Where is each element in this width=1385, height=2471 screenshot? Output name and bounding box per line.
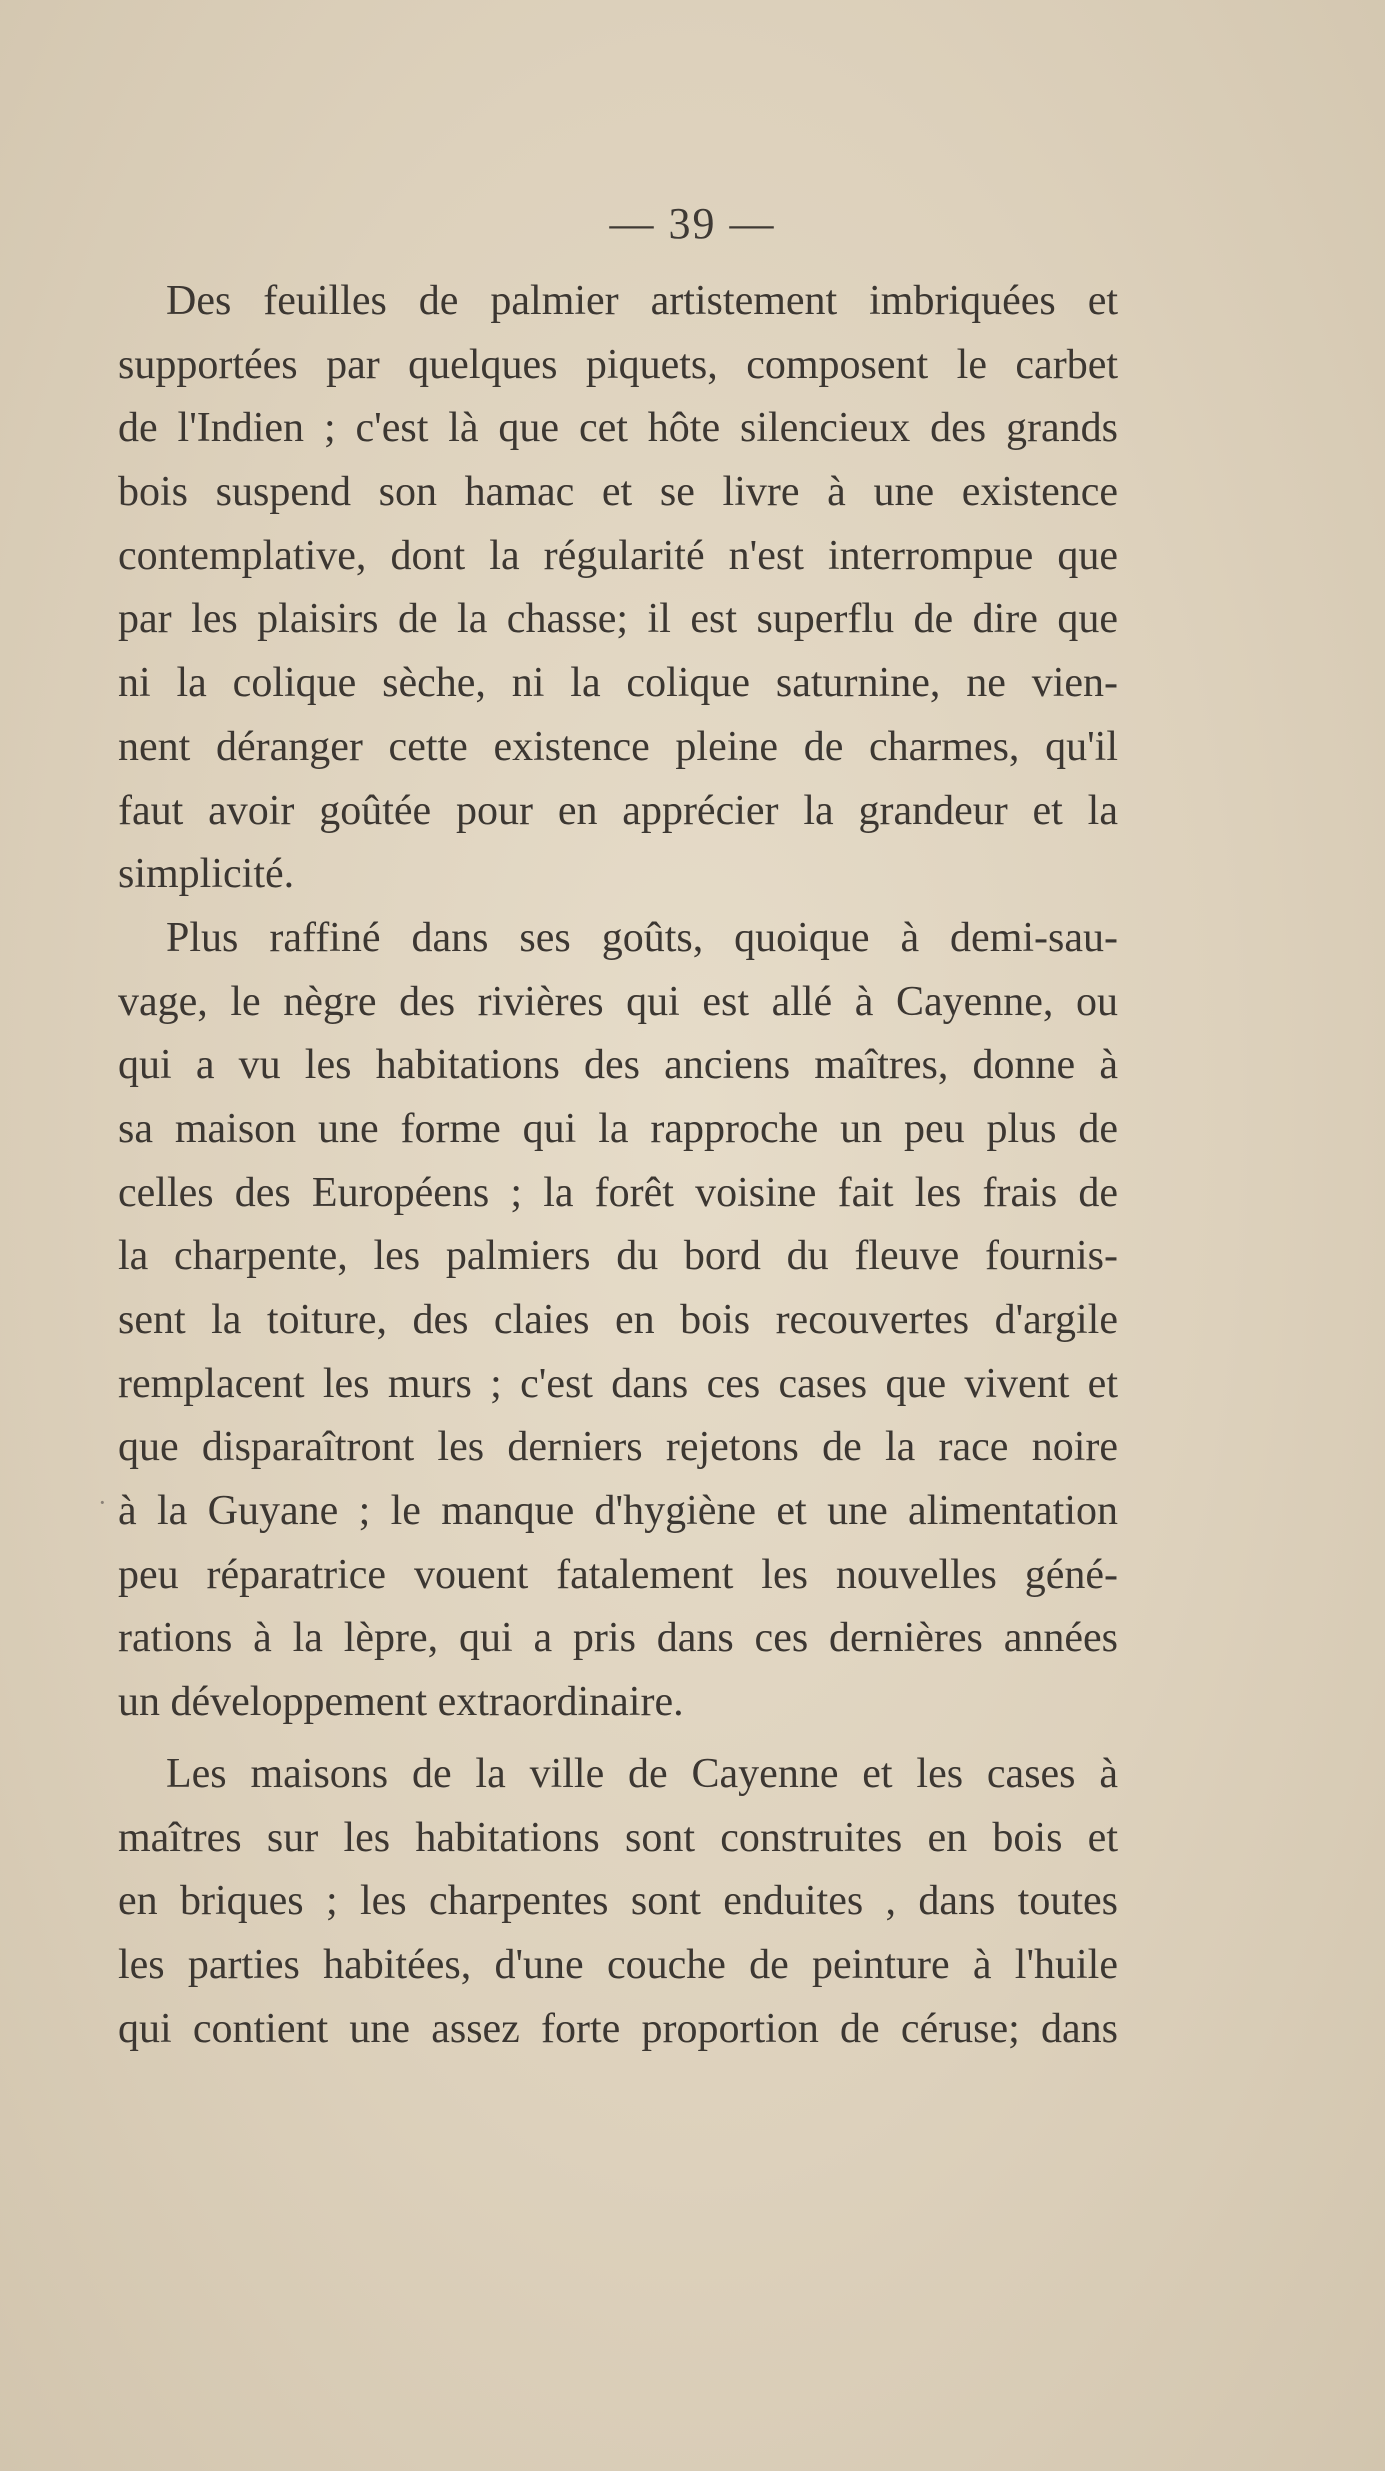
text-line: sa maison une forme qui la rapproche un peu plus de xyxy=(118,1105,1118,1152)
text-line: faut avoir goûtée pour en apprécier la grandeur et la xyxy=(118,787,1118,834)
text-line: celles des Européens ; la forêt voisine fait les frais de xyxy=(118,1169,1118,1216)
text-line: simplicité. xyxy=(118,851,295,898)
text-line: maîtres sur les habitations sont construites en bois et xyxy=(118,1814,1118,1861)
text-line: ni la colique sèche, ni la colique saturnine, ne vien- xyxy=(118,660,1118,707)
text-line: vage, le nègre des rivières qui est allé à Cayenne, ou xyxy=(118,978,1118,1025)
text-line: qui contient une assez forte proportion de céruse; dans xyxy=(118,2005,1118,2052)
text-line: la charpente, les palmiers du bord du fleuve fournis- xyxy=(118,1233,1118,1280)
text-line: peu réparatrice vouent fatalement les nouvelles géné- xyxy=(118,1551,1118,1598)
paragraph xyxy=(118,907,1118,1735)
text-line: Des feuilles de palmier artistement imbriquées et xyxy=(166,278,1118,324)
text-line: de l'Indien ; c'est là que cet hôte silencieux des grands xyxy=(118,405,1118,452)
paragraph xyxy=(118,1743,1118,2061)
text-line: un développement extraordinaire. xyxy=(118,1679,684,1726)
text-line: par les plaisirs de la chasse; il est superflu de dire que xyxy=(118,596,1118,643)
text-line: en briques ; les charpentes sont enduites , dans toutes xyxy=(118,1878,1118,1925)
text-line: remplacent les murs ; c'est dans ces cases que vivent et xyxy=(118,1360,1118,1407)
text-line: les parties habitées, d'une couche de peinture à l'huile xyxy=(118,1941,1118,1988)
text-line: bois suspend son hamac et se livre à une existence xyxy=(118,469,1118,516)
text-line: Plus raffiné dans ses goûts, quoique à demi-sau- xyxy=(166,914,1118,961)
text-line: qui a vu les habitations des anciens maîtres, donne à xyxy=(118,1042,1118,1089)
margin-mark: · xyxy=(98,1488,107,1517)
text-line: rations à la lèpre, qui a pris dans ces dernières années xyxy=(118,1615,1118,1662)
text-line: sent la toiture, des claies en bois recouvertes d'argile xyxy=(118,1297,1118,1343)
text-line: nent déranger cette existence pleine de charmes, qu'il xyxy=(118,723,1118,770)
text-line: contemplative, dont la régularité n'est interrompue que xyxy=(118,532,1118,579)
text-line: supportées par quelques piquets, composent le carbet xyxy=(118,341,1118,388)
text-block xyxy=(118,270,1118,2061)
text-line: à la Guyane ; le manque d'hygiène et une alimentation xyxy=(118,1488,1118,1535)
text-line: Les maisons de la ville de Cayenne et les cases à xyxy=(166,1750,1118,1797)
page-number: — 39 — xyxy=(609,199,776,248)
paragraph-gap xyxy=(118,1735,1118,1743)
paragraph xyxy=(118,270,1118,907)
text-line: que disparaîtront les derniers rejetons de la race noire xyxy=(118,1424,1118,1471)
